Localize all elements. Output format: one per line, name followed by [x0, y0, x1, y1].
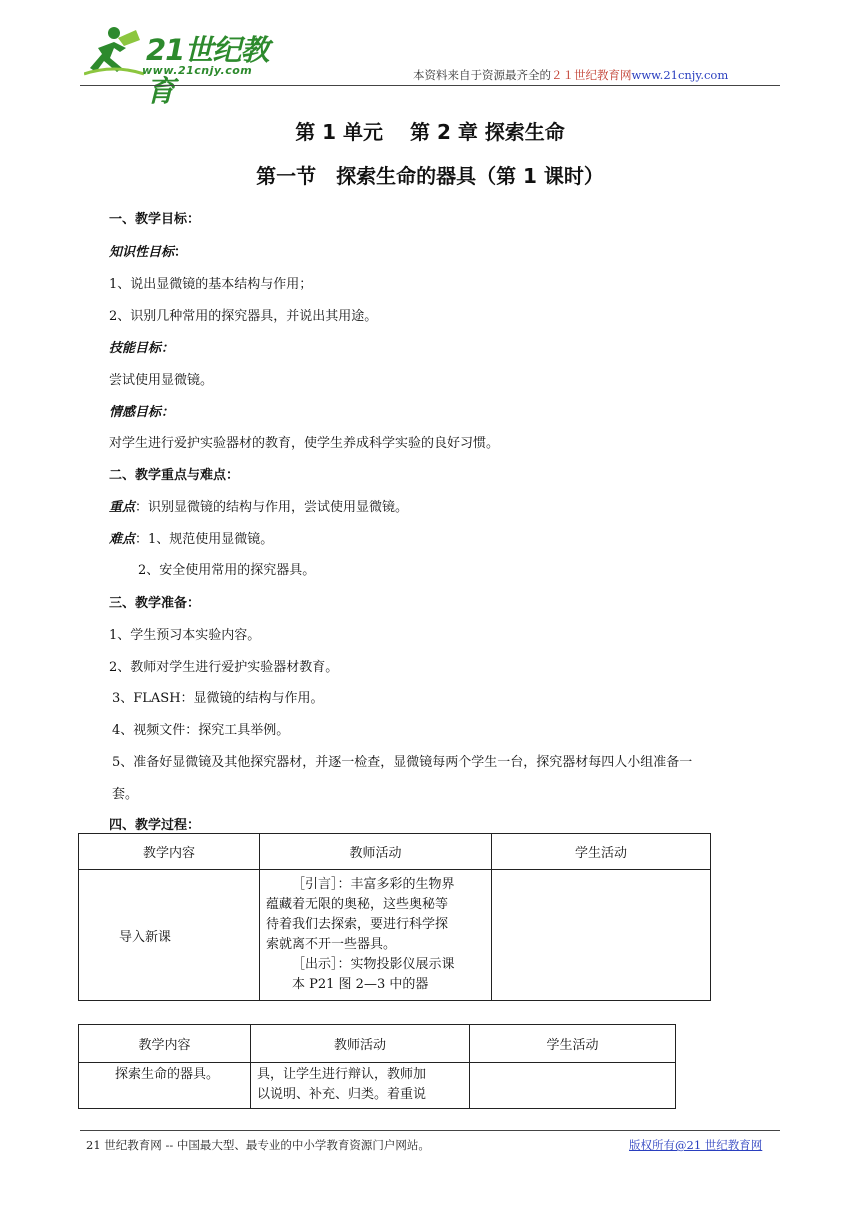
knowledge-item-1: 1、说出显微镜的基本结构与作用；	[109, 277, 313, 292]
content-cell	[79, 1063, 251, 1109]
teacher-line: 蕴藏着无限的奥秘，这些奥秘等	[266, 897, 449, 912]
key-points-heading: 二、教学重点与难点：	[109, 468, 240, 483]
objectives-heading: 一、教学目标：	[109, 212, 201, 227]
col-header-content: 教学内容	[79, 1025, 251, 1063]
difficult-text: ：1、规范使用显微镜。	[135, 532, 274, 547]
teacher-text	[260, 873, 491, 997]
teacher-cell	[260, 870, 492, 1001]
col-header-teacher: 教师活动	[251, 1025, 470, 1063]
content-text: 导入新课	[119, 929, 172, 945]
unit-title: 第 1 单元 第 2 章 探索生命	[295, 120, 565, 144]
prep-item-5: 5、准备好显微镜及其他探究器材，并逐一检查，显微镜每两个学生一台，探究器材每四人小组准备一	[112, 755, 693, 770]
table-row	[79, 1063, 676, 1109]
site-logo	[84, 24, 284, 108]
teacher-line: 以说明、补充、归类。着重说	[257, 1087, 427, 1102]
logo-url: www.21cnjy.com	[142, 64, 253, 77]
prep-item-5-cont: 套。	[112, 787, 139, 802]
footer-left-text: 21 世纪教育网 -- 中国最大型、最专业的中小学教育资源门户网站。	[86, 1138, 430, 1152]
knowledge-label: 知识性目标	[109, 245, 175, 260]
teacher-line: ［引言］：丰富多彩的生物界	[292, 877, 455, 892]
teacher-cell	[251, 1063, 470, 1109]
key-label: 重点	[109, 500, 136, 515]
footer-copyright-link[interactable]: 版权所有@21 世纪教育网	[629, 1138, 763, 1152]
footer-divider	[80, 1130, 780, 1131]
difficult-point-line	[109, 528, 273, 547]
teacher-line: 索就离不开一些器具。	[266, 937, 397, 952]
prep-item-4: 4、视频文件：探究工具举例。	[112, 723, 290, 738]
teacher-text	[251, 1063, 469, 1107]
col-header-content: 教学内容	[79, 834, 260, 870]
col-header-student: 学生活动	[492, 834, 711, 870]
preparation-heading: 三、教学准备：	[109, 596, 201, 611]
header-note-highlight[interactable]: ２１世纪教育网	[551, 68, 632, 82]
skill-goal-text: 尝试使用显微镜。	[109, 373, 214, 388]
prep-item-1: 1、学生预习本实验内容。	[109, 628, 261, 643]
process-table-1	[78, 833, 711, 1001]
emotion-goal-text: 对学生进行爱护实验器材的教育，使学生养成科学实验的良好习惯。	[109, 436, 500, 451]
table-header-row	[79, 1025, 676, 1063]
col-header-student: 学生活动	[470, 1025, 676, 1063]
knowledge-colon: ：	[174, 245, 188, 260]
key-text: ：识别显微镜的结构与作用，尝试使用显微镜。	[135, 500, 409, 515]
runner-logo-icon	[84, 24, 144, 82]
header-divider	[80, 85, 780, 86]
key-point-line	[109, 496, 408, 515]
content-cell	[79, 870, 260, 1001]
process-table-2	[78, 1024, 676, 1109]
teacher-line: 本 P21 图 2—3 中的器	[292, 977, 429, 992]
process-heading: 四、教学过程：	[109, 818, 201, 833]
student-cell	[492, 870, 711, 1001]
knowledge-goal-label	[109, 241, 187, 260]
lesson-title: 第一节 探索生命的器具（第 1 课时）	[256, 164, 604, 188]
logo-text: 21世纪教育	[146, 33, 269, 108]
content-text: 探索生命的器具。	[115, 1067, 220, 1082]
emotion-goal-label: 情感目标：	[109, 405, 175, 420]
teacher-line: 具，让学生进行辩认，教师加	[257, 1067, 427, 1082]
student-cell	[470, 1063, 676, 1109]
skill-goal-label: 技能目标：	[109, 341, 175, 356]
teacher-line: ［出示］：实物投影仪展示课	[292, 957, 455, 972]
col-header-teacher: 教师活动	[260, 834, 492, 870]
knowledge-item-2: 2、识别几种常用的探究器具，并说出其用途。	[109, 309, 378, 324]
header-note-url[interactable]: www.21cnjy.com	[631, 68, 729, 82]
difficult-label: 难点	[109, 532, 136, 547]
prep-item-2: 2、教师对学生进行爱护实验器材教育。	[109, 660, 339, 675]
teacher-line: 待着我们去探索，要进行科学探	[266, 917, 449, 932]
header-note-prefix: 本资料来自于资源最齐全的	[413, 68, 551, 82]
prep-item-3: 3、FLASH：显微镜的结构与作用。	[112, 691, 324, 706]
table-header-row	[79, 834, 711, 870]
header-note	[413, 67, 728, 83]
difficult-point-line-2: 2、安全使用常用的探究器具。	[138, 563, 316, 578]
table-row	[79, 870, 711, 1001]
